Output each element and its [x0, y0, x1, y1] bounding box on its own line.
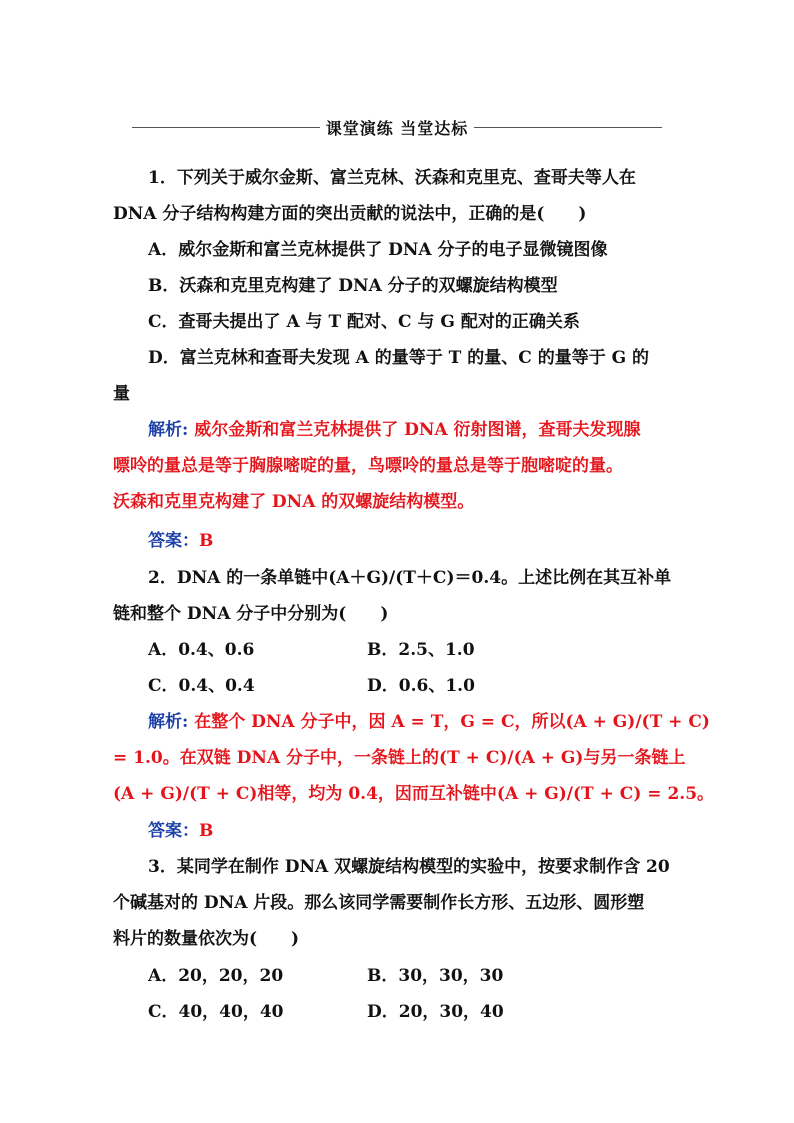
- q2-option-c: C．0.4、0.4: [148, 676, 255, 696]
- q3-stem-line1: 3．某同学在制作 DNA 双螺旋结构模型的实验中，按要求制作含 20: [148, 857, 670, 877]
- q2-answer-value: B: [199, 821, 214, 841]
- q2-analysis-label: 解析:: [148, 712, 189, 732]
- q2-options-row2: [148, 670, 688, 702]
- q3-option-d: D．20，30，40: [367, 1002, 504, 1022]
- q1-answer: [148, 525, 688, 557]
- q3-option-a: A．20，20，20: [148, 966, 284, 986]
- section-header: [132, 116, 662, 138]
- header-rule-right: [474, 127, 662, 128]
- q2-stem-line2: 链和整个 DNA 分子中分别为( ): [113, 604, 389, 624]
- q2-analysis-line2: = 1.0。在双链 DNA 分子中，一条链上的(T + C)/(A + G)与另一条链上: [113, 748, 686, 768]
- q2-stem-line1: 2．DNA 的一条单链中(A＋G)/(T＋C)＝0.4。上述比例在其互补单: [148, 568, 672, 588]
- q3-stem-line2: 个碱基对的 DNA 片段。那么该同学需要制作长方形、五边形、圆形塑: [113, 893, 645, 913]
- q3-stem-line3: 料片的数量依次为( ): [113, 929, 300, 949]
- q3-option-b: B．30，30，30: [367, 966, 504, 986]
- q1-analysis-line2: 嘌呤的量总是等于胸腺嘧啶的量，鸟嘌呤的量总是等于胞嘧啶的量。: [113, 456, 623, 476]
- q1-option-d-line2: 量: [113, 384, 130, 404]
- q1-answer-label: 答案：: [148, 531, 199, 551]
- section-title: 课堂演练 当堂达标: [325, 118, 469, 138]
- q1-analysis-line3: 沃森和克里克构建了 DNA 的双螺旋结构模型。: [113, 492, 475, 512]
- q1-answer-value: B: [199, 531, 214, 551]
- q3-options-row2: [148, 996, 688, 1028]
- q3-options-row1: [148, 960, 688, 992]
- q1-analysis-text1: 威尔金斯和富兰克林提供了 DNA 衍射图谱，查哥夫发现腺: [188, 420, 641, 440]
- q2-option-a: A．0.4、0.6: [148, 640, 255, 660]
- q1-option-d-line1: D．富兰克林和查哥夫发现 A 的量等于 T 的量、C 的量等于 G 的: [148, 348, 650, 368]
- header-rule-left: [132, 127, 320, 128]
- q1-analysis-label: 解析:: [148, 420, 189, 440]
- q1-option-a: A．威尔金斯和富兰克林提供了 DNA 分子的电子显微镜图像: [148, 240, 608, 260]
- q1-stem-line1: 1．下列关于威尔金斯、富兰克林、沃森和克里克、查哥夫等人在: [148, 168, 636, 188]
- q2-option-b: B．2.5、1.0: [367, 640, 475, 660]
- q2-analysis-text1: 在整个 DNA 分子中，因 A = T，G = C，所以(A + G)/(T + C): [188, 712, 710, 732]
- q1-option-b: B．沃森和克里克构建了 DNA 分子的双螺旋结构模型: [148, 276, 558, 296]
- q1-analysis-line1: [148, 414, 688, 446]
- q2-option-d: D．0.6、1.0: [367, 676, 475, 696]
- q1-option-c: C．查哥夫提出了 A 与 T 配对、C 与 G 配对的正确关系: [148, 312, 580, 332]
- q2-analysis-line3: (A + G)/(T + C)相等，均为 0.4，因而互补链中(A + G)/(T + C) = 2.5。: [113, 784, 715, 804]
- q3-option-c: C．40，40，40: [148, 1002, 284, 1022]
- q2-answer-label: 答案：: [148, 821, 199, 841]
- q2-options-row1: [148, 634, 688, 666]
- q2-answer: [148, 815, 688, 847]
- q1-stem-line2: DNA 分子结构构建方面的突出贡献的说法中，正确的是( ): [113, 204, 587, 224]
- q2-analysis-line1: [148, 706, 710, 738]
